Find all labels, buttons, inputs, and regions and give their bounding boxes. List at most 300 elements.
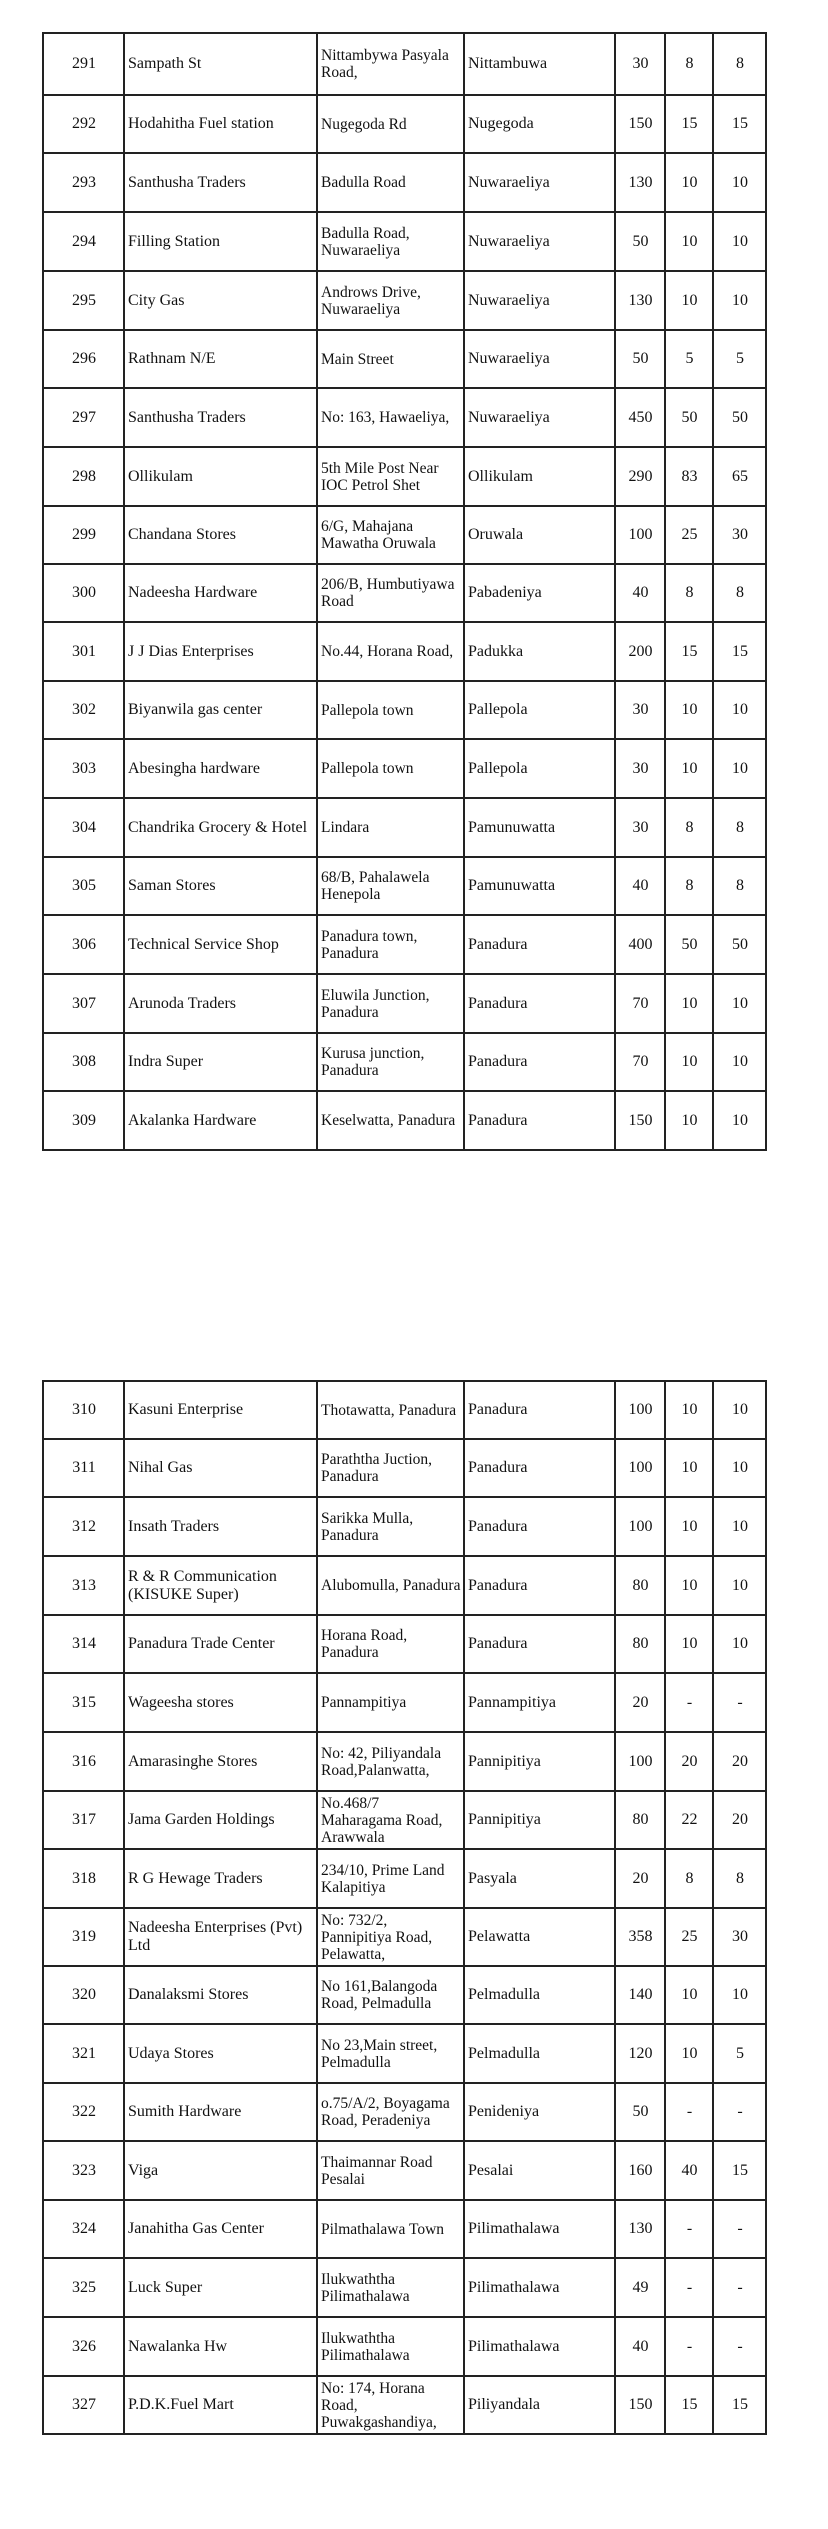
stock-b-text: 15 xyxy=(732,2161,748,2179)
row-number-cell xyxy=(43,798,124,857)
quantity-text: 100 xyxy=(628,1517,653,1535)
address-text: Nugegoda Rd xyxy=(321,115,407,133)
dealer-name-cell xyxy=(124,2024,317,2083)
stock-a-cell xyxy=(665,857,713,915)
stock-a-text: 10 xyxy=(681,1401,698,1418)
row-number-text: 321 xyxy=(72,2044,96,2062)
area-text: Pelmadulla xyxy=(468,1986,540,2003)
stock-a-text: - xyxy=(686,2278,693,2296)
address-cell xyxy=(317,1849,464,1908)
dealer-name-text: J J Dias Enterprises xyxy=(128,642,254,660)
address-text: Thotawatta, Panadura xyxy=(321,1401,457,1419)
stock-b-cell xyxy=(713,506,766,564)
dealer-name-cell xyxy=(124,2083,317,2141)
row-number-text: 326 xyxy=(72,2337,96,2355)
area-text: Panadura xyxy=(468,994,528,1012)
quantity-text: 130 xyxy=(628,2220,653,2237)
address-text: Panadura town, Panadura xyxy=(321,927,418,962)
stock-b-text: 30 xyxy=(732,526,748,543)
quantity-cell xyxy=(615,798,665,857)
row-number-text: 310 xyxy=(72,1401,96,1418)
stock-b-text: 15 xyxy=(732,642,748,660)
dealer-name-cell xyxy=(124,2258,317,2317)
address-cell xyxy=(317,915,464,974)
dealer-name-cell xyxy=(124,622,317,681)
address-cell xyxy=(317,974,464,1033)
address-cell xyxy=(317,681,464,739)
stock-a-text: 8 xyxy=(685,877,694,894)
dealer-name-text: Chandana Stores xyxy=(128,526,236,543)
row-number-cell xyxy=(43,857,124,915)
stock-b-cell xyxy=(713,798,766,857)
quantity-text: 100 xyxy=(628,1401,653,1418)
dealer-name-cell xyxy=(124,153,317,212)
table-row xyxy=(43,2258,766,2317)
area-text: Nuwaraeliya xyxy=(468,173,550,191)
address-cell xyxy=(317,95,464,153)
quantity-cell xyxy=(615,1908,665,1966)
quantity-text: 400 xyxy=(628,935,653,953)
quantity-text: 80 xyxy=(632,1635,649,1652)
stock-b-cell xyxy=(713,2317,766,2376)
area-cell xyxy=(464,2317,615,2376)
stock-b-cell xyxy=(713,1556,766,1615)
area-text: Pelawatta xyxy=(468,1928,531,1945)
dealer-name-cell xyxy=(124,1381,317,1439)
area-text: Panadura xyxy=(468,1459,528,1476)
dealer-name-text: Akalanka Hardware xyxy=(128,1111,257,1129)
stock-b-text: 20 xyxy=(732,1811,748,1828)
dealer-name-cell xyxy=(124,857,317,915)
area-cell xyxy=(464,915,615,974)
area-text: Nittambuwa xyxy=(468,55,548,72)
address-cell xyxy=(317,1497,464,1556)
address-text: Pallepola town xyxy=(321,701,414,719)
area-text: Ollikulam xyxy=(468,467,533,485)
table-row xyxy=(43,1091,766,1150)
table-row xyxy=(43,2083,766,2141)
quantity-cell xyxy=(615,974,665,1033)
table-row xyxy=(43,564,766,622)
stock-b-text: 10 xyxy=(732,1576,748,1594)
address-text: No: 732/2, Pannipitiya Road, Pelawatta, xyxy=(321,1911,433,1963)
address-text: Main Street xyxy=(321,350,394,368)
stock-b-cell xyxy=(713,153,766,212)
address-cell xyxy=(317,1615,464,1673)
row-number-cell xyxy=(43,388,124,447)
address-text: Pallepola town xyxy=(321,760,414,777)
row-number-text: 305 xyxy=(72,877,96,894)
stock-b-cell xyxy=(713,1966,766,2024)
address-text: Nittambywa Pasyala Road, xyxy=(321,47,449,81)
row-number-text: 324 xyxy=(72,2220,96,2237)
area-text: Panadura xyxy=(468,1401,528,1418)
quantity-cell xyxy=(615,2024,665,2083)
address-cell xyxy=(317,2024,464,2083)
dealer-name-text: Luck Super xyxy=(128,2278,203,2296)
dealer-name-text: Nihal Gas xyxy=(128,1459,193,1476)
stock-b-cell xyxy=(713,564,766,622)
stock-a-cell xyxy=(665,1908,713,1966)
quantity-text: 30 xyxy=(632,759,649,777)
area-cell xyxy=(464,95,615,153)
address-text: 206/B, Humbutiyawa Road xyxy=(321,576,455,610)
area-cell xyxy=(464,2200,615,2258)
address-text: No.44, Horana Road, xyxy=(321,643,454,660)
table-row xyxy=(43,915,766,974)
stock-b-cell xyxy=(713,95,766,153)
page-1 xyxy=(0,0,828,1200)
dealer-name-text: Abesingha hardware xyxy=(128,759,260,777)
table-row xyxy=(43,1732,766,1791)
address-cell xyxy=(317,33,464,95)
stock-a-text: 10 xyxy=(681,1576,698,1594)
quantity-text: 358 xyxy=(628,1928,653,1945)
area-cell xyxy=(464,1556,615,1615)
address-cell xyxy=(317,2083,464,2141)
quantity-cell xyxy=(615,212,665,271)
area-text: Nuwaraeliya xyxy=(468,291,550,309)
row-number-cell xyxy=(43,2317,124,2376)
stock-a-text: 25 xyxy=(681,1928,698,1945)
table-row xyxy=(43,798,766,857)
stock-b-text: 10 xyxy=(732,1986,748,2003)
dealer-name-text: Insath Traders xyxy=(128,1517,220,1535)
area-text: Pilimathalawa xyxy=(468,2337,560,2355)
address-cell xyxy=(317,1381,464,1439)
dealer-name-cell xyxy=(124,739,317,798)
quantity-text: 290 xyxy=(628,467,653,485)
table-row xyxy=(43,1381,766,1439)
area-text: Pilimathalawa xyxy=(468,2220,560,2237)
address-cell xyxy=(317,2200,464,2258)
stock-b-text: 10 xyxy=(732,1053,748,1070)
dealer-name-text: Nawalanka Hw xyxy=(128,2337,228,2355)
table-body xyxy=(43,1381,766,2434)
dealer-name-text: Technical Service Shop xyxy=(128,935,279,953)
row-number-cell xyxy=(43,2141,124,2200)
dealer-name-cell xyxy=(124,1033,317,1091)
stock-a-cell xyxy=(665,2258,713,2317)
row-number-text: 322 xyxy=(72,2103,96,2120)
dealer-name-text: Jama Garden Holdings xyxy=(128,1811,275,1828)
address-text: No.468/7 Maharagama Road, Arawwala xyxy=(321,1794,443,1846)
table-row xyxy=(43,974,766,1033)
dealer-name-text: Danalaksmi Stores xyxy=(128,1986,249,2003)
stock-b-cell xyxy=(713,739,766,798)
row-number-text: 303 xyxy=(72,759,96,777)
row-number-text: 325 xyxy=(72,2278,96,2296)
row-number-text: 318 xyxy=(72,1869,96,1887)
stock-b-text: 10 xyxy=(732,1459,748,1476)
quantity-text: 120 xyxy=(628,2044,653,2062)
dealer-name-cell xyxy=(124,1732,317,1791)
address-cell xyxy=(317,2141,464,2200)
area-cell xyxy=(464,1849,615,1908)
stock-b-text: - xyxy=(737,1693,743,1711)
row-number-text: 319 xyxy=(72,1928,96,1945)
address-text: Androws Drive, Nuwaraeliya xyxy=(321,283,421,318)
area-text: Oruwala xyxy=(468,526,524,543)
area-text: Pesalai xyxy=(468,2161,514,2179)
stock-a-cell xyxy=(665,1439,713,1497)
stock-b-text: 8 xyxy=(736,55,744,72)
address-text: Kurusa junction, Panadura xyxy=(321,1045,425,1079)
quantity-cell xyxy=(615,330,665,388)
address-text: Thaimannar Road Pesalai xyxy=(321,2153,433,2188)
table-row xyxy=(43,1556,766,1615)
table-row xyxy=(43,1497,766,1556)
stock-b-cell xyxy=(713,388,766,447)
row-number-cell xyxy=(43,153,124,212)
quantity-cell xyxy=(615,1673,665,1732)
stock-b-text: 65 xyxy=(732,467,748,485)
row-number-cell xyxy=(43,1908,124,1966)
stock-b-cell xyxy=(713,1497,766,1556)
stock-a-cell xyxy=(665,2317,713,2376)
stock-a-text: 15 xyxy=(681,2396,698,2413)
stock-b-text: 30 xyxy=(732,1928,748,1945)
row-number-cell xyxy=(43,1033,124,1091)
address-cell xyxy=(317,2317,464,2376)
address-text: 68/B, Pahalawela Henepola xyxy=(321,869,430,903)
stock-b-text: 8 xyxy=(736,584,744,601)
dealer-name-cell xyxy=(124,447,317,506)
row-number-text: 313 xyxy=(72,1576,96,1594)
stock-b-text: 10 xyxy=(732,173,748,191)
stock-b-cell xyxy=(713,2141,766,2200)
stock-a-cell xyxy=(665,1497,713,1556)
stock-a-cell xyxy=(665,271,713,330)
stock-b-text: 5 xyxy=(736,2044,744,2062)
area-cell xyxy=(464,1497,615,1556)
area-cell xyxy=(464,622,615,681)
stock-a-cell xyxy=(665,1091,713,1150)
dealer-name-text: R & R Communication (KISUKE Super) xyxy=(128,1567,277,1603)
dealer-name-cell xyxy=(124,564,317,622)
area-text: Pelmadulla xyxy=(468,2044,540,2062)
stock-a-text: 40 xyxy=(681,2161,698,2179)
row-number-cell xyxy=(43,2258,124,2317)
address-text: Keselwatta, Panadura xyxy=(321,1112,456,1129)
row-number-cell xyxy=(43,2083,124,2141)
area-text: Nuwaraeliya xyxy=(468,408,550,426)
stock-a-cell xyxy=(665,330,713,388)
stock-a-text: 50 xyxy=(681,408,698,426)
table-row xyxy=(43,1439,766,1497)
dealer-name-cell xyxy=(124,1439,317,1497)
stock-a-text: 10 xyxy=(681,1111,698,1129)
stock-b-cell xyxy=(713,330,766,388)
address-text: No: 42, Piliyandala Road,Palanwatta, xyxy=(321,1744,442,1779)
address-cell xyxy=(317,1091,464,1150)
quantity-cell xyxy=(615,33,665,95)
stock-b-text: 10 xyxy=(732,1111,748,1129)
row-number-text: 315 xyxy=(72,1693,96,1711)
stock-b-text: 10 xyxy=(732,232,748,250)
stock-b-cell xyxy=(713,915,766,974)
quantity-cell xyxy=(615,622,665,681)
stock-b-cell xyxy=(713,33,766,95)
row-number-cell xyxy=(43,1966,124,2024)
address-cell xyxy=(317,2376,464,2434)
table-row xyxy=(43,1849,766,1908)
stock-b-cell xyxy=(713,1849,766,1908)
quantity-cell xyxy=(615,1091,665,1150)
address-cell xyxy=(317,447,464,506)
table-row xyxy=(43,1791,766,1849)
area-text: Padukka xyxy=(468,642,524,660)
quantity-text: 50 xyxy=(632,350,649,367)
address-cell xyxy=(317,330,464,388)
area-cell xyxy=(464,388,615,447)
table-row xyxy=(43,388,766,447)
stock-a-text: 83 xyxy=(681,467,698,485)
stock-a-text: 8 xyxy=(685,584,694,601)
address-text: 6/G, Mahajana Mawatha Oruwala xyxy=(321,518,436,552)
address-cell xyxy=(317,1791,464,1849)
area-cell xyxy=(464,2024,615,2083)
row-number-cell xyxy=(43,212,124,271)
quantity-cell xyxy=(615,1791,665,1849)
stock-b-text: 15 xyxy=(732,2396,748,2413)
row-number-cell xyxy=(43,915,124,974)
stock-a-text: 10 xyxy=(681,1053,698,1070)
dealer-name-text: Panadura Trade Center xyxy=(128,1635,275,1652)
table-row xyxy=(43,33,766,95)
stock-b-text: 8 xyxy=(736,818,744,836)
row-number-text: 311 xyxy=(72,1459,96,1476)
row-number-cell xyxy=(43,681,124,739)
area-cell xyxy=(464,857,615,915)
address-cell xyxy=(317,1966,464,2024)
area-text: Pamunuwatta xyxy=(468,877,556,894)
dealer-name-cell xyxy=(124,1091,317,1150)
quantity-cell xyxy=(615,1439,665,1497)
area-text: Pilimathalawa xyxy=(468,2278,560,2296)
address-text: Sarikka Mulla, Panadura xyxy=(321,1509,414,1544)
quantity-text: 140 xyxy=(628,1986,653,2003)
quantity-text: 80 xyxy=(632,1811,649,1828)
quantity-cell xyxy=(615,1497,665,1556)
quantity-text: 150 xyxy=(628,2396,653,2413)
area-text: Pallepola xyxy=(468,701,528,718)
quantity-text: 450 xyxy=(628,408,653,426)
quantity-cell xyxy=(615,95,665,153)
stock-a-text: 8 xyxy=(685,55,694,72)
dealer-name-text: Viga xyxy=(128,2161,159,2179)
stock-a-cell xyxy=(665,974,713,1033)
address-text: No 161,Balangoda Road, Pelmadulla xyxy=(321,1978,438,2012)
quantity-cell xyxy=(615,1966,665,2024)
area-cell xyxy=(464,1732,615,1791)
stock-b-cell xyxy=(713,857,766,915)
stock-b-text: 50 xyxy=(732,935,748,953)
stock-a-cell xyxy=(665,1556,713,1615)
row-number-text: 307 xyxy=(72,994,96,1012)
stock-a-cell xyxy=(665,1849,713,1908)
stock-a-text: 5 xyxy=(685,350,694,367)
stock-b-text: - xyxy=(737,2278,743,2296)
row-number-cell xyxy=(43,974,124,1033)
quantity-text: 40 xyxy=(632,584,649,601)
stock-a-text: 15 xyxy=(681,642,698,660)
quantity-cell xyxy=(615,739,665,798)
area-cell xyxy=(464,330,615,388)
stock-b-cell xyxy=(713,1091,766,1150)
stock-b-cell xyxy=(713,271,766,330)
page-2 xyxy=(0,1200,828,2529)
dealer-name-cell xyxy=(124,1556,317,1615)
stock-a-text: 50 xyxy=(681,935,698,953)
address-text: 234/10, Prime Land Kalapitiya xyxy=(321,1861,445,1896)
table-row xyxy=(43,153,766,212)
row-number-text: 293 xyxy=(72,173,96,191)
dealer-name-cell xyxy=(124,330,317,388)
stock-a-cell xyxy=(665,2376,713,2434)
stock-b-text: 20 xyxy=(732,1752,748,1770)
stock-b-text: 10 xyxy=(732,291,748,309)
row-number-cell xyxy=(43,1439,124,1497)
quantity-cell xyxy=(615,1556,665,1615)
stock-a-text: - xyxy=(686,2337,693,2355)
stock-a-cell xyxy=(665,153,713,212)
dealer-name-cell xyxy=(124,212,317,271)
table-row xyxy=(43,447,766,506)
row-number-cell xyxy=(43,2024,124,2083)
quantity-text: 20 xyxy=(632,1869,649,1887)
row-number-cell xyxy=(43,1091,124,1150)
stock-a-cell xyxy=(665,388,713,447)
quantity-text: 30 xyxy=(632,818,649,836)
area-text: Panadura xyxy=(468,1635,528,1652)
dealer-name-cell xyxy=(124,2141,317,2200)
quantity-cell xyxy=(615,1849,665,1908)
stock-a-cell xyxy=(665,2200,713,2258)
stock-a-cell xyxy=(665,212,713,271)
quantity-text: 80 xyxy=(632,1576,649,1594)
stock-a-text: 10 xyxy=(681,1459,698,1476)
address-cell xyxy=(317,564,464,622)
row-number-cell xyxy=(43,447,124,506)
stock-b-text: 5 xyxy=(736,350,744,367)
stock-a-text: 20 xyxy=(681,1752,698,1770)
dealer-name-text: Nadeesha Enterprises (Pvt) Ltd xyxy=(128,1919,303,1954)
area-text: Pabadeniya xyxy=(468,584,542,601)
stock-b-text: 8 xyxy=(736,877,744,894)
stock-a-text: 10 xyxy=(681,1635,698,1652)
stock-a-cell xyxy=(665,2141,713,2200)
address-text: Pannampitiya xyxy=(321,1694,407,1711)
address-text: Eluwila Junction, Panadura xyxy=(321,986,430,1021)
stock-a-cell xyxy=(665,1615,713,1673)
quantity-text: 49 xyxy=(632,2278,649,2296)
stock-a-text: 8 xyxy=(685,1869,694,1887)
address-cell xyxy=(317,2258,464,2317)
table-row xyxy=(43,1908,766,1966)
row-number-text: 306 xyxy=(72,935,96,953)
area-text: Nugegoda xyxy=(468,115,534,132)
row-number-cell xyxy=(43,1732,124,1791)
dealer-name-text: Rathnam N/E xyxy=(128,350,216,367)
quantity-cell xyxy=(615,2083,665,2141)
row-number-cell xyxy=(43,1673,124,1732)
quantity-text: 100 xyxy=(628,1459,653,1476)
area-cell xyxy=(464,271,615,330)
stock-b-text: - xyxy=(737,2220,743,2237)
dealer-name-text: City Gas xyxy=(128,291,185,309)
quantity-text: 130 xyxy=(628,173,653,191)
